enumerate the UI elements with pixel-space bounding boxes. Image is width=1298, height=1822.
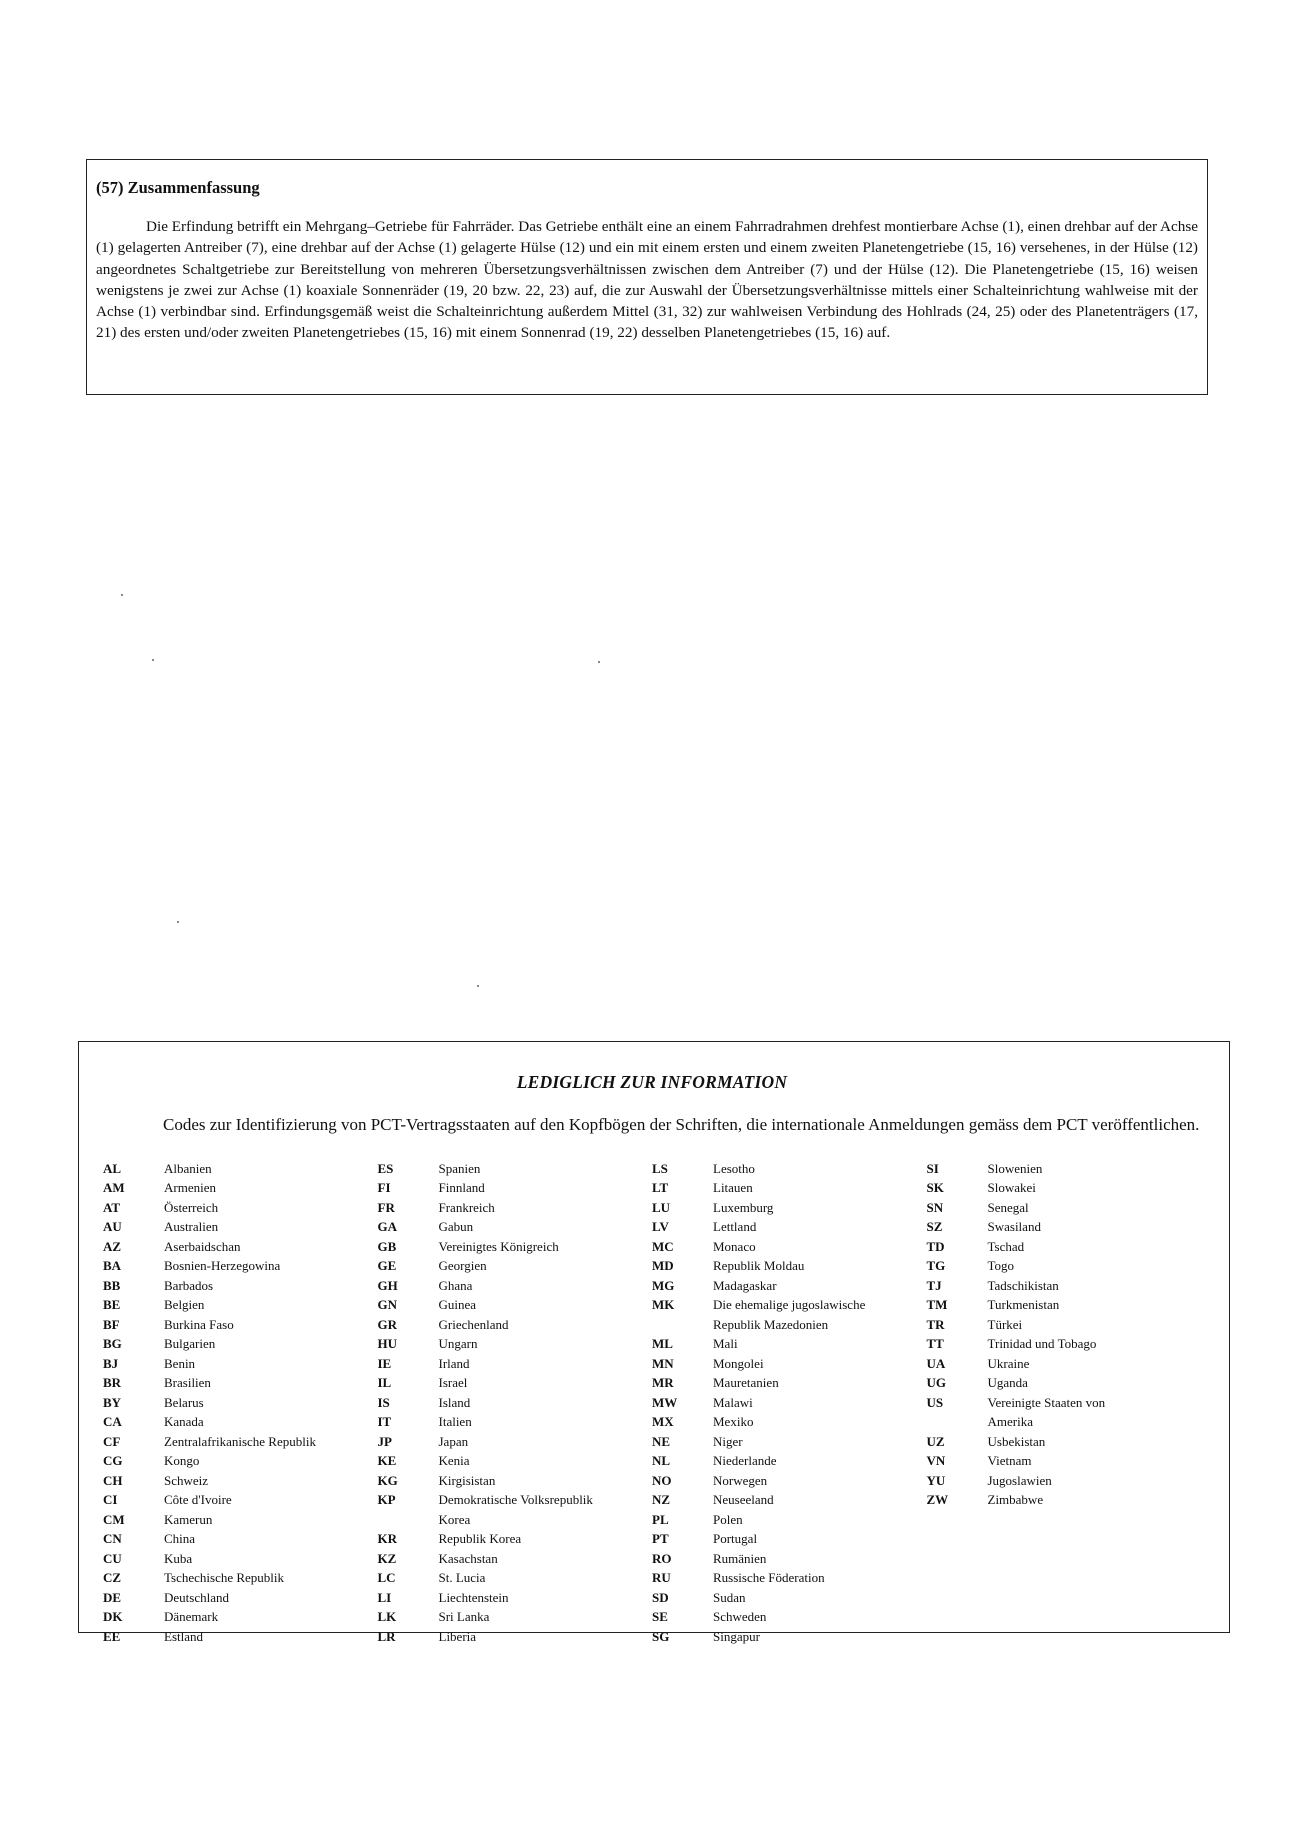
country-code-row xyxy=(652,1607,927,1627)
country-code: BJ xyxy=(103,1355,119,1371)
country-code: AL xyxy=(103,1160,122,1176)
country-code: SI xyxy=(926,1160,939,1176)
country-code: CA xyxy=(103,1414,122,1429)
country-code: AZ xyxy=(103,1238,122,1254)
country-code-row xyxy=(103,1159,378,1179)
country-code: BF xyxy=(103,1316,120,1332)
country-code-row xyxy=(652,1373,927,1393)
country-name: Liechtenstein xyxy=(438,1589,509,1605)
country-code-row xyxy=(378,1451,653,1471)
country-name: Schweiz xyxy=(164,1472,209,1488)
country-code-row xyxy=(103,1568,378,1588)
country-code-row xyxy=(103,1549,378,1569)
country-code-row xyxy=(103,1490,378,1510)
country-code: TJ xyxy=(926,1277,942,1293)
country-name: Brasilien xyxy=(164,1375,211,1390)
country-code: RU xyxy=(652,1570,671,1585)
country-code: GR xyxy=(377,1316,397,1332)
scan-speck xyxy=(598,661,600,663)
country-code: IT xyxy=(377,1414,392,1429)
country-name: Guinea xyxy=(438,1297,477,1312)
country-name: Jugoslawien xyxy=(987,1472,1052,1488)
country-code: GN xyxy=(377,1297,397,1312)
country-code-row xyxy=(927,1315,1202,1335)
country-name: Kasachstan xyxy=(438,1550,498,1566)
country-code: GE xyxy=(377,1258,397,1273)
country-name: Barbados xyxy=(164,1277,214,1293)
country-code: CH xyxy=(103,1472,123,1488)
country-code-row xyxy=(378,1159,653,1179)
country-code: FR xyxy=(377,1199,395,1215)
country-code-row xyxy=(652,1529,927,1549)
country-name: Kuba xyxy=(164,1550,193,1566)
country-code: LK xyxy=(377,1609,397,1624)
country-code: DK xyxy=(103,1609,123,1624)
country-name: Niederlande xyxy=(713,1453,777,1468)
country-code: SE xyxy=(652,1609,668,1624)
country-name: Korea xyxy=(438,1511,471,1527)
country-code-row xyxy=(378,1276,653,1296)
country-code-row xyxy=(652,1627,927,1647)
country-code: ZW xyxy=(926,1492,949,1507)
country-name: Litauen xyxy=(713,1180,753,1195)
country-name: Tschechische Republik xyxy=(164,1570,285,1585)
country-name: Turkmenistan xyxy=(987,1297,1060,1312)
country-code-row xyxy=(652,1471,927,1491)
country-name: Slowenien xyxy=(987,1160,1043,1176)
country-name: Vereinigtes Königreich xyxy=(438,1238,559,1254)
country-name: Island xyxy=(438,1394,471,1410)
abstract-text: Die Erfindung betrifft ein Mehrgang–Getriebe für Fahrräder. Das Getriebe enthält eine an einem Fahrradrahmen drehfest montierbare Achse (1), einen drehbar auf der Achse (1) gelagerten Antreiber (7), eine drehbar auf der Achse (1) gelagerte Hülse (12) und ein mit einem ersten und einem zweiten Planetengetriebe (15, 16) versehenes, in der Hülse (12) angeordnetes Schaltgetriebe zur Bereitstellung von mehreren Übersetzungsverhältnissen zwischen dem Antreiber (7) und der Hülse (12). Die Planetengetriebe (15, 16) weisen wenigstens je zwei zur Achse (1) koaxiale Sonnenräder (19, 20 bzw. 22, 23) auf, die zur Auswahl der Übersetzungsverhältnisse mittels einer Schalteinrichtung wahlweise mit der Achse (1) verbindbar sind. Erfindungsgemäß weist die Schalteinrichtung außerdem Mittel (31, 32) zur wahlweisen Verbindung des Hohlrads (24, 25) oder des Planetenträgers (17, 21) des ersten und/oder zweiten Planetengetriebes (15, 16) mit einem Sonnenrad (19, 22) desselben Planetengetriebes (15, 16) auf. xyxy=(96,218,1199,342)
scan-speck xyxy=(477,985,479,987)
country-code: MR xyxy=(652,1375,674,1390)
codes-column xyxy=(378,1159,653,1647)
country-code-row xyxy=(378,1373,653,1393)
country-name: Luxemburg xyxy=(713,1199,774,1215)
country-name: Polen xyxy=(713,1511,743,1527)
country-code: LI xyxy=(377,1589,392,1605)
country-name: Gabun xyxy=(438,1219,474,1234)
country-code-row xyxy=(652,1159,927,1179)
country-code: KZ xyxy=(377,1550,397,1566)
country-code: NL xyxy=(652,1453,671,1468)
country-code: UZ xyxy=(926,1433,945,1449)
country-code: MD xyxy=(652,1258,674,1273)
country-name: Irland xyxy=(438,1355,470,1371)
country-code-row xyxy=(103,1276,378,1296)
country-code-row xyxy=(103,1432,378,1452)
codes-column xyxy=(927,1159,1202,1647)
country-code: MG xyxy=(652,1277,675,1293)
country-code-row xyxy=(927,1354,1202,1374)
scan-speck xyxy=(177,921,179,923)
country-code-row xyxy=(103,1451,378,1471)
country-code: AM xyxy=(103,1180,125,1195)
country-code-row xyxy=(103,1334,378,1354)
country-code: ML xyxy=(652,1336,673,1351)
country-code: US xyxy=(926,1394,944,1410)
country-code: YU xyxy=(926,1472,946,1488)
country-name: Vereinigte Staaten von xyxy=(987,1394,1106,1410)
country-code-row xyxy=(378,1588,653,1608)
country-code-row xyxy=(103,1198,378,1218)
country-code: MW xyxy=(652,1394,678,1410)
country-code-row xyxy=(652,1315,927,1335)
country-code: TD xyxy=(926,1238,945,1254)
country-code-row xyxy=(103,1295,378,1315)
info-intro: Codes zur Identifizierung von PCT-Vertragsstaaten auf den Kopfbögen der Schriften, die internationale Anmeldungen gemäss dem PCT veröffentlichen. xyxy=(163,1115,1200,1134)
country-code: PL xyxy=(652,1511,669,1527)
country-name: Mongolei xyxy=(713,1355,764,1371)
country-code-row xyxy=(103,1510,378,1530)
country-code: BA xyxy=(103,1258,122,1273)
country-name: Madagaskar xyxy=(713,1277,777,1293)
country-name: Dänemark xyxy=(164,1609,219,1624)
country-code: GB xyxy=(377,1238,397,1254)
country-code: JP xyxy=(377,1433,392,1449)
country-code-row xyxy=(927,1334,1202,1354)
country-code: SG xyxy=(652,1628,670,1644)
country-code-row xyxy=(927,1198,1202,1218)
country-code-row xyxy=(652,1549,927,1569)
country-code-row xyxy=(927,1159,1202,1179)
country-name: Die ehemalige jugoslawische xyxy=(713,1297,866,1312)
country-code: AU xyxy=(103,1219,122,1234)
country-code-row xyxy=(103,1178,378,1198)
country-name: Neuseeland xyxy=(713,1492,774,1507)
country-code-row xyxy=(103,1373,378,1393)
country-code-row xyxy=(378,1490,653,1510)
country-name: Schweden xyxy=(713,1609,767,1624)
info-box xyxy=(78,1041,1230,1644)
country-name: China xyxy=(164,1531,196,1546)
country-name: Kamerun xyxy=(164,1511,213,1527)
country-code: LC xyxy=(377,1570,396,1585)
country-name: Mali xyxy=(713,1336,738,1351)
country-code: MK xyxy=(652,1297,675,1312)
country-code: SD xyxy=(652,1589,669,1605)
country-code: NZ xyxy=(652,1492,671,1507)
country-code-row xyxy=(103,1354,378,1374)
country-code-row xyxy=(378,1198,653,1218)
country-code-row xyxy=(378,1412,653,1432)
country-code: HU xyxy=(377,1336,397,1351)
country-code: GH xyxy=(377,1277,398,1293)
country-code-row xyxy=(103,1237,378,1257)
country-code-row xyxy=(927,1432,1202,1452)
country-name: Zimbabwe xyxy=(987,1492,1044,1507)
country-code-row xyxy=(652,1237,927,1257)
country-code: MX xyxy=(652,1414,674,1429)
country-code: LU xyxy=(652,1199,671,1215)
country-code-row xyxy=(378,1549,653,1569)
country-name: Bosnien-Herzegowina xyxy=(164,1258,281,1273)
country-code-row xyxy=(103,1471,378,1491)
country-code-row xyxy=(927,1295,1202,1315)
country-code-row xyxy=(652,1295,927,1315)
country-code: ES xyxy=(377,1160,394,1176)
country-code: NE xyxy=(652,1433,671,1449)
country-code-row xyxy=(927,1451,1202,1471)
country-name: Swasiland xyxy=(987,1219,1041,1234)
country-code xyxy=(927,1412,988,1432)
country-code: NO xyxy=(652,1472,672,1488)
country-name: Türkei xyxy=(987,1316,1023,1332)
country-name: Kongo xyxy=(164,1453,200,1468)
country-code-row xyxy=(927,1276,1202,1296)
country-code-row xyxy=(378,1178,653,1198)
country-name: Malawi xyxy=(713,1394,753,1410)
country-code-row xyxy=(652,1568,927,1588)
country-code-row xyxy=(103,1393,378,1413)
country-code: BE xyxy=(103,1297,121,1312)
country-code-row xyxy=(378,1432,653,1452)
country-name: Usbekistan xyxy=(987,1433,1046,1449)
country-name: Niger xyxy=(713,1433,743,1449)
country-code: KR xyxy=(377,1531,397,1546)
country-code-row xyxy=(927,1393,1202,1413)
codes-column xyxy=(103,1159,378,1647)
country-code: TM xyxy=(926,1297,948,1312)
country-code-row xyxy=(927,1237,1202,1257)
country-name: Rumänien xyxy=(713,1550,767,1566)
scan-speck xyxy=(121,594,123,596)
country-code: IE xyxy=(377,1355,392,1371)
country-code: AT xyxy=(103,1199,121,1215)
country-name: Albanien xyxy=(164,1160,212,1176)
country-code-row xyxy=(103,1607,378,1627)
country-code-row xyxy=(652,1276,927,1296)
country-name: Tadschikistan xyxy=(987,1277,1059,1293)
country-name: Estland xyxy=(164,1628,203,1644)
country-code-row xyxy=(378,1568,653,1588)
country-code: TG xyxy=(926,1258,946,1273)
country-code-row xyxy=(378,1627,653,1647)
country-code-row xyxy=(927,1490,1202,1510)
country-name: Benin xyxy=(164,1355,196,1371)
country-name: Österreich xyxy=(164,1199,219,1215)
country-code-row xyxy=(378,1393,653,1413)
country-name: Monaco xyxy=(713,1238,756,1254)
scan-speck xyxy=(152,659,154,661)
country-code-row xyxy=(652,1178,927,1198)
country-code: LS xyxy=(652,1160,668,1176)
country-code: LT xyxy=(652,1180,669,1195)
country-code-row xyxy=(652,1490,927,1510)
country-name: Griechenland xyxy=(438,1316,509,1332)
country-name: Uganda xyxy=(987,1375,1028,1390)
country-code: BR xyxy=(103,1375,122,1390)
country-code-row xyxy=(652,1412,927,1432)
country-code-row xyxy=(652,1510,927,1530)
country-name: Japan xyxy=(438,1433,469,1449)
country-code-row xyxy=(103,1529,378,1549)
country-code: IS xyxy=(377,1394,390,1410)
country-code-row xyxy=(927,1373,1202,1393)
country-name: Zentralafrikanische Republik xyxy=(164,1433,316,1449)
country-code: CU xyxy=(103,1550,122,1566)
country-code: RO xyxy=(652,1550,672,1566)
country-name: Ukraine xyxy=(987,1355,1030,1371)
codes-column xyxy=(652,1159,927,1647)
country-name: Tschad xyxy=(987,1238,1025,1254)
country-code: TT xyxy=(926,1336,944,1351)
country-code-row xyxy=(652,1334,927,1354)
country-name: Demokratische Volksrepublik xyxy=(438,1492,593,1507)
country-code: CI xyxy=(103,1492,118,1507)
country-code-row xyxy=(378,1529,653,1549)
country-code-row xyxy=(927,1412,1202,1432)
country-name: Belarus xyxy=(164,1394,204,1410)
country-name: Sri Lanka xyxy=(438,1609,490,1624)
country-code: VN xyxy=(926,1453,946,1468)
country-code-row xyxy=(652,1217,927,1237)
country-code-row xyxy=(378,1510,653,1530)
country-code-row xyxy=(103,1217,378,1237)
country-code: SK xyxy=(926,1180,944,1195)
country-name: Russische Föderation xyxy=(713,1570,825,1585)
country-code xyxy=(652,1315,713,1335)
country-code-row xyxy=(378,1471,653,1491)
country-code-row xyxy=(378,1295,653,1315)
country-name: Spanien xyxy=(438,1160,481,1176)
country-name: Ungarn xyxy=(438,1336,478,1351)
country-code: CZ xyxy=(103,1570,122,1585)
country-name: Norwegen xyxy=(713,1472,768,1488)
country-code-row xyxy=(378,1607,653,1627)
country-name: Lesotho xyxy=(713,1160,755,1176)
info-title: LEDIGLICH ZUR INFORMATION xyxy=(516,1072,788,1092)
country-code-row xyxy=(652,1198,927,1218)
country-code-row xyxy=(378,1217,653,1237)
country-code: SZ xyxy=(926,1219,943,1234)
country-code: BY xyxy=(103,1394,122,1410)
country-name: Burkina Faso xyxy=(164,1316,234,1332)
country-code-row xyxy=(103,1588,378,1608)
country-name: Singapur xyxy=(713,1628,760,1644)
country-code: DE xyxy=(103,1589,122,1605)
country-code-row xyxy=(652,1393,927,1413)
country-name: Amerika xyxy=(987,1414,1033,1429)
country-code-row xyxy=(652,1432,927,1452)
country-code-row xyxy=(378,1354,653,1374)
country-code-row xyxy=(927,1256,1202,1276)
country-name: Lettland xyxy=(713,1219,757,1234)
country-name: Aserbaidschan xyxy=(164,1238,241,1254)
abstract-box xyxy=(86,159,1208,395)
country-code: KG xyxy=(377,1472,398,1488)
country-code: LR xyxy=(377,1628,396,1644)
country-name: Armenien xyxy=(164,1180,216,1195)
country-code: CN xyxy=(103,1531,122,1546)
country-code: EE xyxy=(103,1628,121,1644)
country-code-row xyxy=(652,1588,927,1608)
country-code-row xyxy=(652,1354,927,1374)
country-name: Finnland xyxy=(438,1180,485,1195)
country-code: MC xyxy=(652,1238,674,1254)
country-name: Kanada xyxy=(164,1414,204,1429)
country-code-row xyxy=(652,1451,927,1471)
country-code: KP xyxy=(377,1492,396,1507)
country-code: TR xyxy=(926,1316,945,1332)
country-code-row xyxy=(378,1334,653,1354)
country-name: Sudan xyxy=(713,1589,746,1605)
country-codes-table xyxy=(103,1159,1201,1647)
country-code-row xyxy=(378,1315,653,1335)
abstract-heading: (57) Zusammenfassung xyxy=(96,178,260,197)
country-name: Republik Korea xyxy=(438,1531,522,1546)
country-code-row xyxy=(103,1315,378,1335)
country-code-row xyxy=(103,1256,378,1276)
country-name: Côte d'Ivoire xyxy=(164,1492,232,1507)
country-name: Liberia xyxy=(438,1628,477,1644)
country-code: GA xyxy=(377,1219,397,1234)
country-code: MN xyxy=(652,1355,674,1371)
country-name: Mauretanien xyxy=(713,1375,779,1390)
country-name: Trinidad und Tobago xyxy=(987,1336,1097,1351)
country-name: St. Lucia xyxy=(438,1570,486,1585)
country-code: BB xyxy=(103,1277,121,1293)
country-code: PT xyxy=(652,1531,669,1546)
country-code-row xyxy=(927,1178,1202,1198)
country-code: CF xyxy=(103,1433,121,1449)
country-name: Israel xyxy=(438,1375,468,1390)
country-name: Bulgarien xyxy=(164,1336,216,1351)
country-name: Deutschland xyxy=(164,1589,229,1605)
country-code xyxy=(378,1510,439,1530)
country-name: Republik Moldau xyxy=(713,1258,805,1273)
country-code: FI xyxy=(377,1180,391,1195)
country-name: Frankreich xyxy=(438,1199,495,1215)
country-code: IL xyxy=(377,1375,392,1390)
country-name: Vietnam xyxy=(987,1453,1032,1468)
country-code: UG xyxy=(926,1375,946,1390)
country-code: SN xyxy=(926,1199,944,1215)
country-code-row xyxy=(927,1217,1202,1237)
country-code: UA xyxy=(926,1355,946,1371)
country-name: Togo xyxy=(987,1258,1015,1273)
country-name: Ghana xyxy=(438,1277,473,1293)
country-name: Australien xyxy=(164,1219,219,1234)
country-code-row xyxy=(103,1412,378,1432)
country-name: Portugal xyxy=(713,1531,758,1546)
country-code: CM xyxy=(103,1511,125,1527)
country-name: Belgien xyxy=(164,1297,205,1312)
country-name: Georgien xyxy=(438,1258,487,1273)
country-name: Italien xyxy=(438,1414,472,1429)
country-code-row xyxy=(652,1256,927,1276)
country-name: Kirgisistan xyxy=(438,1472,496,1488)
country-code: KE xyxy=(377,1453,397,1468)
country-code-row xyxy=(927,1471,1202,1491)
country-code: LV xyxy=(652,1219,669,1234)
country-name: Kenia xyxy=(438,1453,470,1468)
country-name: Senegal xyxy=(987,1199,1029,1215)
country-code-row xyxy=(103,1627,378,1647)
country-name: Mexiko xyxy=(713,1414,754,1429)
country-code-row xyxy=(378,1256,653,1276)
country-code-row xyxy=(378,1237,653,1257)
country-code: CG xyxy=(103,1453,123,1468)
country-name: Republik Mazedonien xyxy=(713,1316,829,1332)
country-name: Slowakei xyxy=(987,1180,1036,1195)
country-code: BG xyxy=(103,1336,122,1351)
